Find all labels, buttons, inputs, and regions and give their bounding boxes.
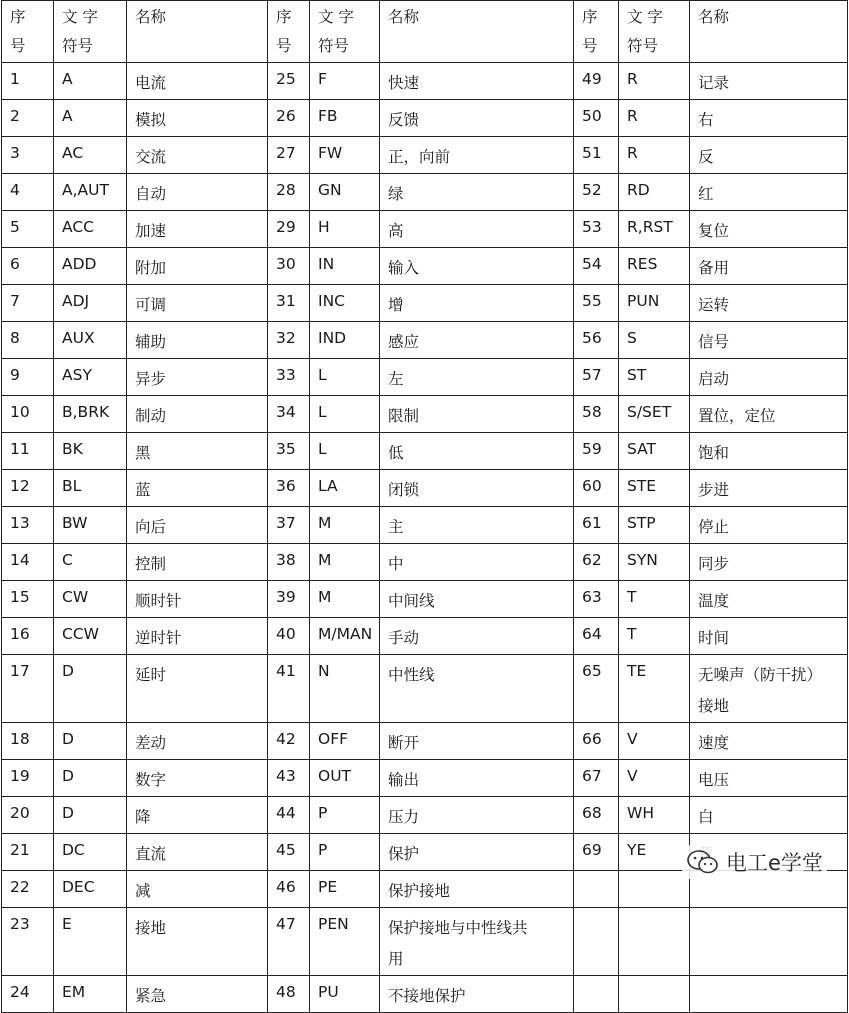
- cell-code: M: [310, 507, 380, 544]
- cell-number: 29: [268, 211, 310, 248]
- cell-name: 差动: [127, 723, 268, 760]
- cell-number: 25: [268, 63, 310, 100]
- cell-name: 停止: [690, 507, 848, 544]
- cell-number: 35: [268, 433, 310, 470]
- cell-name: 降: [127, 797, 268, 834]
- cell-number: 66: [574, 723, 619, 760]
- cell-name: 蓝: [127, 470, 268, 507]
- header-code: 文 字 符号: [54, 1, 127, 63]
- cell-number: 57: [574, 359, 619, 396]
- cell-code: TE: [619, 655, 690, 723]
- table-row: [2, 322, 848, 359]
- cell-number: 62: [574, 544, 619, 581]
- cell-name: 启动: [690, 359, 848, 396]
- watermark: [682, 845, 827, 879]
- cell-name: 接地: [127, 908, 268, 976]
- cell-code: A,AUT: [54, 174, 127, 211]
- cell-number: 41: [268, 655, 310, 723]
- cell-number: 32: [268, 322, 310, 359]
- cell-number: 40: [268, 618, 310, 655]
- cell-code: BK: [54, 433, 127, 470]
- cell-code: STE: [619, 470, 690, 507]
- cell-name: 交流: [127, 137, 268, 174]
- cell-code: H: [310, 211, 380, 248]
- cell-number: 42: [268, 723, 310, 760]
- header-code: 文 字 符号: [619, 1, 690, 63]
- cell-number: 67: [574, 760, 619, 797]
- cell-name: 电压: [690, 760, 848, 797]
- cell-code: L: [310, 433, 380, 470]
- cell-number: 49: [574, 63, 619, 100]
- cell-name: 向后: [127, 507, 268, 544]
- cell-name: 电流: [127, 63, 268, 100]
- table-row: [2, 581, 848, 618]
- cell-number: 39: [268, 581, 310, 618]
- cell-code: A: [54, 63, 127, 100]
- cell-name: 压力: [380, 797, 574, 834]
- table-row: [2, 797, 848, 834]
- cell-name: 白: [690, 797, 848, 834]
- header-num: 序 号: [574, 1, 619, 63]
- cell-code: AUX: [54, 322, 127, 359]
- cell-number: 34: [268, 396, 310, 433]
- cell-name: 中: [380, 544, 574, 581]
- cell-code: ACC: [54, 211, 127, 248]
- cell-name: 饱和: [690, 433, 848, 470]
- cell-number: 43: [268, 760, 310, 797]
- cell-name: 手动: [380, 618, 574, 655]
- cell-code: IND: [310, 322, 380, 359]
- cell-number: 68: [574, 797, 619, 834]
- table-row: [2, 618, 848, 655]
- cell-name: 自动: [127, 174, 268, 211]
- cell-name: 断开: [380, 723, 574, 760]
- table-row: [2, 396, 848, 433]
- table-row: [2, 433, 848, 470]
- cell-name: 保护接地与中性线共 用: [380, 908, 574, 976]
- cell-name: 数字: [127, 760, 268, 797]
- cell-number: 36: [268, 470, 310, 507]
- cell-code: STP: [619, 507, 690, 544]
- table-row: [2, 285, 848, 322]
- cell-code: PU: [310, 976, 380, 1013]
- cell-number: 30: [268, 248, 310, 285]
- cell-number: 19: [2, 760, 54, 797]
- cell-number: 16: [2, 618, 54, 655]
- cell-number: 9: [2, 359, 54, 396]
- cell-code: A: [54, 100, 127, 137]
- cell-name: 输出: [380, 760, 574, 797]
- cell-name: 保护接地: [380, 871, 574, 908]
- cell-code: YE: [619, 834, 690, 871]
- cell-name: 顺时针: [127, 581, 268, 618]
- table-row: [2, 248, 848, 285]
- cell-number: 18: [2, 723, 54, 760]
- header-num: 序 号: [2, 1, 54, 63]
- cell-code: R: [619, 137, 690, 174]
- cell-code: P: [310, 797, 380, 834]
- cell-number: 14: [2, 544, 54, 581]
- cell-code: M: [310, 544, 380, 581]
- cell-code: OFF: [310, 723, 380, 760]
- cell-code: ST: [619, 359, 690, 396]
- cell-code: SYN: [619, 544, 690, 581]
- cell-name: 加速: [127, 211, 268, 248]
- cell-code: D: [54, 797, 127, 834]
- cell-code: V: [619, 723, 690, 760]
- cell-name: 闭锁: [380, 470, 574, 507]
- cell-name: 置位，定位: [690, 396, 848, 433]
- table-row: [2, 908, 848, 976]
- cell-code: D: [54, 723, 127, 760]
- cell-code: R: [619, 100, 690, 137]
- cell-number: 64: [574, 618, 619, 655]
- cell-name: 延时: [127, 655, 268, 723]
- cell-number: 58: [574, 396, 619, 433]
- cell-code: EM: [54, 976, 127, 1013]
- cell-code: GN: [310, 174, 380, 211]
- cell-code: ASY: [54, 359, 127, 396]
- cell-number: 3: [2, 137, 54, 174]
- cell-name: 右: [690, 100, 848, 137]
- cell-code: E: [54, 908, 127, 976]
- cell-number: [574, 976, 619, 1013]
- cell-name: 反馈: [380, 100, 574, 137]
- cell-number: 21: [2, 834, 54, 871]
- table-row: [2, 655, 848, 723]
- cell-number: 13: [2, 507, 54, 544]
- cell-number: 38: [268, 544, 310, 581]
- cell-name: 温度: [690, 581, 848, 618]
- cell-number: 47: [268, 908, 310, 976]
- cell-code: L: [310, 396, 380, 433]
- cell-name: 速度: [690, 723, 848, 760]
- cell-name: 正，向前: [380, 137, 574, 174]
- cell-code: [619, 908, 690, 976]
- cell-number: 8: [2, 322, 54, 359]
- table-row: [2, 976, 848, 1013]
- table-row: [2, 359, 848, 396]
- cell-code: S: [619, 322, 690, 359]
- cell-number: 54: [574, 248, 619, 285]
- cell-number: 4: [2, 174, 54, 211]
- cell-number: 5: [2, 211, 54, 248]
- cell-name: 制动: [127, 396, 268, 433]
- cell-number: 27: [268, 137, 310, 174]
- cell-number: 46: [268, 871, 310, 908]
- header-name: 名称: [380, 1, 574, 63]
- cell-name: 紧急: [127, 976, 268, 1013]
- cell-name: 附加: [127, 248, 268, 285]
- cell-number: 55: [574, 285, 619, 322]
- cell-number: 28: [268, 174, 310, 211]
- cell-name: 信号: [690, 322, 848, 359]
- cell-name: 控制: [127, 544, 268, 581]
- cell-number: 65: [574, 655, 619, 723]
- cell-name: 运转: [690, 285, 848, 322]
- cell-code: T: [619, 581, 690, 618]
- cell-code: BW: [54, 507, 127, 544]
- table-row: [2, 760, 848, 797]
- cell-number: 56: [574, 322, 619, 359]
- cell-number: 22: [2, 871, 54, 908]
- header-code: 文 字 符号: [310, 1, 380, 63]
- cell-number: 10: [2, 396, 54, 433]
- cell-code: FW: [310, 137, 380, 174]
- cell-name: 中间线: [380, 581, 574, 618]
- cell-code: D: [54, 655, 127, 723]
- cell-code: [619, 871, 690, 908]
- cell-number: 7: [2, 285, 54, 322]
- cell-name: 绿: [380, 174, 574, 211]
- cell-number: 44: [268, 797, 310, 834]
- cell-name: 步进: [690, 470, 848, 507]
- cell-name: 复位: [690, 211, 848, 248]
- cell-number: 11: [2, 433, 54, 470]
- cell-name: 备用: [690, 248, 848, 285]
- cell-name: 低: [380, 433, 574, 470]
- cell-code: R,RST: [619, 211, 690, 248]
- table-row: [2, 137, 848, 174]
- cell-code: D: [54, 760, 127, 797]
- cell-name: 不接地保护: [380, 976, 574, 1013]
- cell-code: AC: [54, 137, 127, 174]
- cell-number: 33: [268, 359, 310, 396]
- cell-number: 26: [268, 100, 310, 137]
- table-row: [2, 544, 848, 581]
- cell-name: 直流: [127, 834, 268, 871]
- header-name: 名称: [690, 1, 848, 63]
- cell-number: 6: [2, 248, 54, 285]
- cell-name: [690, 908, 848, 976]
- cell-number: [574, 871, 619, 908]
- cell-code: CCW: [54, 618, 127, 655]
- table-row: [2, 723, 848, 760]
- table-row: [2, 63, 848, 100]
- cell-name: 模拟: [127, 100, 268, 137]
- header-row: [2, 1, 848, 63]
- cell-code: M/MAN: [310, 618, 380, 655]
- cell-number: 2: [2, 100, 54, 137]
- cell-code: SAT: [619, 433, 690, 470]
- header-num: 序 号: [268, 1, 310, 63]
- cell-code: T: [619, 618, 690, 655]
- cell-code: M: [310, 581, 380, 618]
- cell-name: 左: [380, 359, 574, 396]
- cell-code: PEN: [310, 908, 380, 976]
- cell-name: 增: [380, 285, 574, 322]
- cell-number: 48: [268, 976, 310, 1013]
- cell-number: 52: [574, 174, 619, 211]
- cell-code: WH: [619, 797, 690, 834]
- cell-name: 反: [690, 137, 848, 174]
- cell-code: C: [54, 544, 127, 581]
- table-row: [2, 174, 848, 211]
- cell-name: 快速: [380, 63, 574, 100]
- cell-code: INC: [310, 285, 380, 322]
- cell-code: N: [310, 655, 380, 723]
- cell-code: L: [310, 359, 380, 396]
- wechat-icon: [686, 849, 720, 875]
- cell-number: 59: [574, 433, 619, 470]
- cell-name: 辅助: [127, 322, 268, 359]
- cell-name: 逆时针: [127, 618, 268, 655]
- cell-number: 12: [2, 470, 54, 507]
- cell-code: R: [619, 63, 690, 100]
- cell-code: V: [619, 760, 690, 797]
- cell-name: 异步: [127, 359, 268, 396]
- cell-name: 减: [127, 871, 268, 908]
- cell-code: DC: [54, 834, 127, 871]
- cell-code: B,BRK: [54, 396, 127, 433]
- cell-number: 53: [574, 211, 619, 248]
- cell-name: 时间: [690, 618, 848, 655]
- table-row: [2, 211, 848, 248]
- cell-number: [574, 908, 619, 976]
- cell-code: OUT: [310, 760, 380, 797]
- cell-number: 60: [574, 470, 619, 507]
- cell-code: ADJ: [54, 285, 127, 322]
- cell-code: PUN: [619, 285, 690, 322]
- cell-name: 感应: [380, 322, 574, 359]
- cell-number: 45: [268, 834, 310, 871]
- cell-number: 61: [574, 507, 619, 544]
- cell-code: P: [310, 834, 380, 871]
- cell-name: 同步: [690, 544, 848, 581]
- cell-code: ADD: [54, 248, 127, 285]
- cell-number: 1: [2, 63, 54, 100]
- cell-code: CW: [54, 581, 127, 618]
- cell-number: 37: [268, 507, 310, 544]
- cell-number: 24: [2, 976, 54, 1013]
- cell-name: 保护: [380, 834, 574, 871]
- cell-code: DEC: [54, 871, 127, 908]
- cell-code: RES: [619, 248, 690, 285]
- table-row: [2, 100, 848, 137]
- watermark-text: 电工e学堂: [726, 851, 823, 875]
- cell-code: BL: [54, 470, 127, 507]
- cell-code: LA: [310, 470, 380, 507]
- cell-name: 限制: [380, 396, 574, 433]
- cell-number: 17: [2, 655, 54, 723]
- cell-number: 23: [2, 908, 54, 976]
- cell-name: 记录: [690, 63, 848, 100]
- table-row: [2, 507, 848, 544]
- cell-code: PE: [310, 871, 380, 908]
- cell-name: 黑: [127, 433, 268, 470]
- cell-code: IN: [310, 248, 380, 285]
- cell-number: 51: [574, 137, 619, 174]
- cell-code: F: [310, 63, 380, 100]
- cell-number: 15: [2, 581, 54, 618]
- cell-number: 50: [574, 100, 619, 137]
- cell-number: 69: [574, 834, 619, 871]
- cell-name: 红: [690, 174, 848, 211]
- cell-code: RD: [619, 174, 690, 211]
- cell-code: S/SET: [619, 396, 690, 433]
- cell-name: 主: [380, 507, 574, 544]
- cell-name: 输入: [380, 248, 574, 285]
- cell-name: 无噪声（防干扰） 接地: [690, 655, 848, 723]
- cell-name: 可调: [127, 285, 268, 322]
- cell-number: 20: [2, 797, 54, 834]
- cell-name: 中性线: [380, 655, 574, 723]
- cell-name: 高: [380, 211, 574, 248]
- header-name: 名称: [127, 1, 268, 63]
- cell-name: [690, 976, 848, 1013]
- cell-code: FB: [310, 100, 380, 137]
- cell-code: [619, 976, 690, 1013]
- cell-number: 31: [268, 285, 310, 322]
- cell-number: 63: [574, 581, 619, 618]
- table-row: [2, 470, 848, 507]
